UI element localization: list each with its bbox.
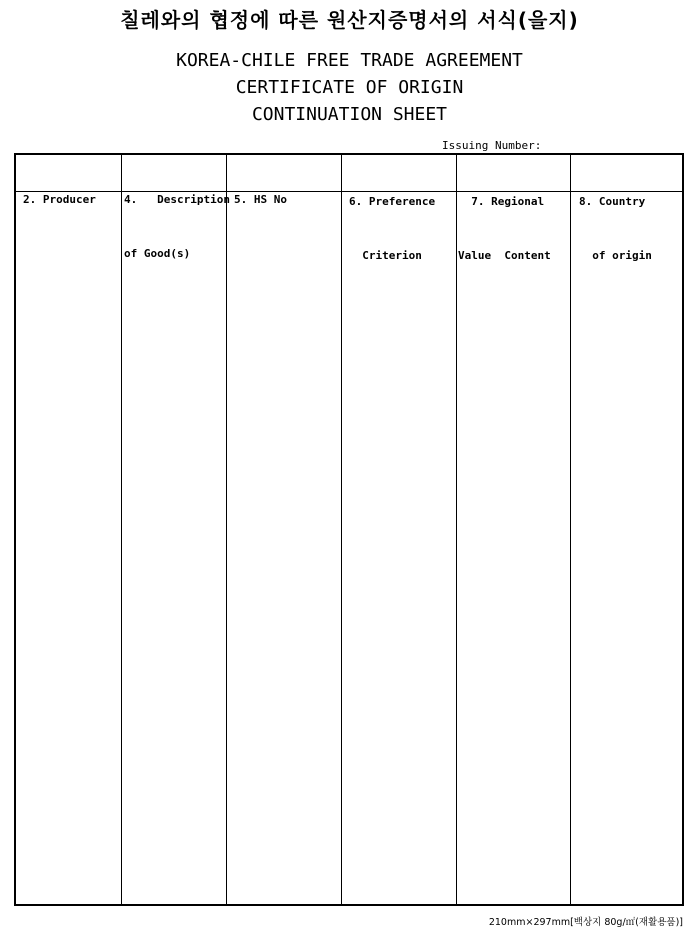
header-country-of-origin xyxy=(579,157,679,262)
header-regional-value-content xyxy=(458,157,568,262)
header-country-line-1: 8. Country xyxy=(579,195,646,208)
column-divider xyxy=(570,155,571,904)
english-title-line-2: CERTIFICATE OF ORIGIN xyxy=(235,77,464,98)
header-hs-no xyxy=(234,155,339,206)
english-title-line-1: KOREA-CHILE FREE TRADE AGREEMENT xyxy=(176,50,523,71)
header-country-line-2: of origin xyxy=(579,249,652,262)
header-regional-line-2: Value Content xyxy=(458,249,551,262)
header-regional-line-1: 7. Regional xyxy=(458,195,545,208)
column-divider xyxy=(456,155,457,904)
column-divider xyxy=(341,155,342,904)
header-description-line-2: of Good(s) xyxy=(124,247,191,260)
paper-specification-note: 210mm×297mm[백상지 80g/㎡(재활용품)] xyxy=(488,917,683,928)
continuation-table xyxy=(14,153,684,906)
header-preference-criterion xyxy=(349,157,454,262)
header-description-line-1: 4. Description xyxy=(124,193,230,206)
header-hs-no-line-1: 5. HS No xyxy=(234,193,287,206)
header-preference-line-1: 6. Preference xyxy=(349,195,436,208)
column-divider xyxy=(121,155,122,904)
header-producer-line-1: 2. Producer xyxy=(23,193,96,206)
column-divider xyxy=(226,155,227,904)
english-title-line-3: CONTINUATION SHEET xyxy=(251,104,448,125)
header-producer xyxy=(23,155,119,206)
header-description-of-goods xyxy=(124,155,230,260)
header-preference-line-2: Criterion xyxy=(349,249,422,262)
korean-form-title: 칠레와의 협정에 따른 원산지증명서의 서식(을지) xyxy=(120,8,579,32)
issuing-number-label: Issuing Number: xyxy=(442,139,542,152)
